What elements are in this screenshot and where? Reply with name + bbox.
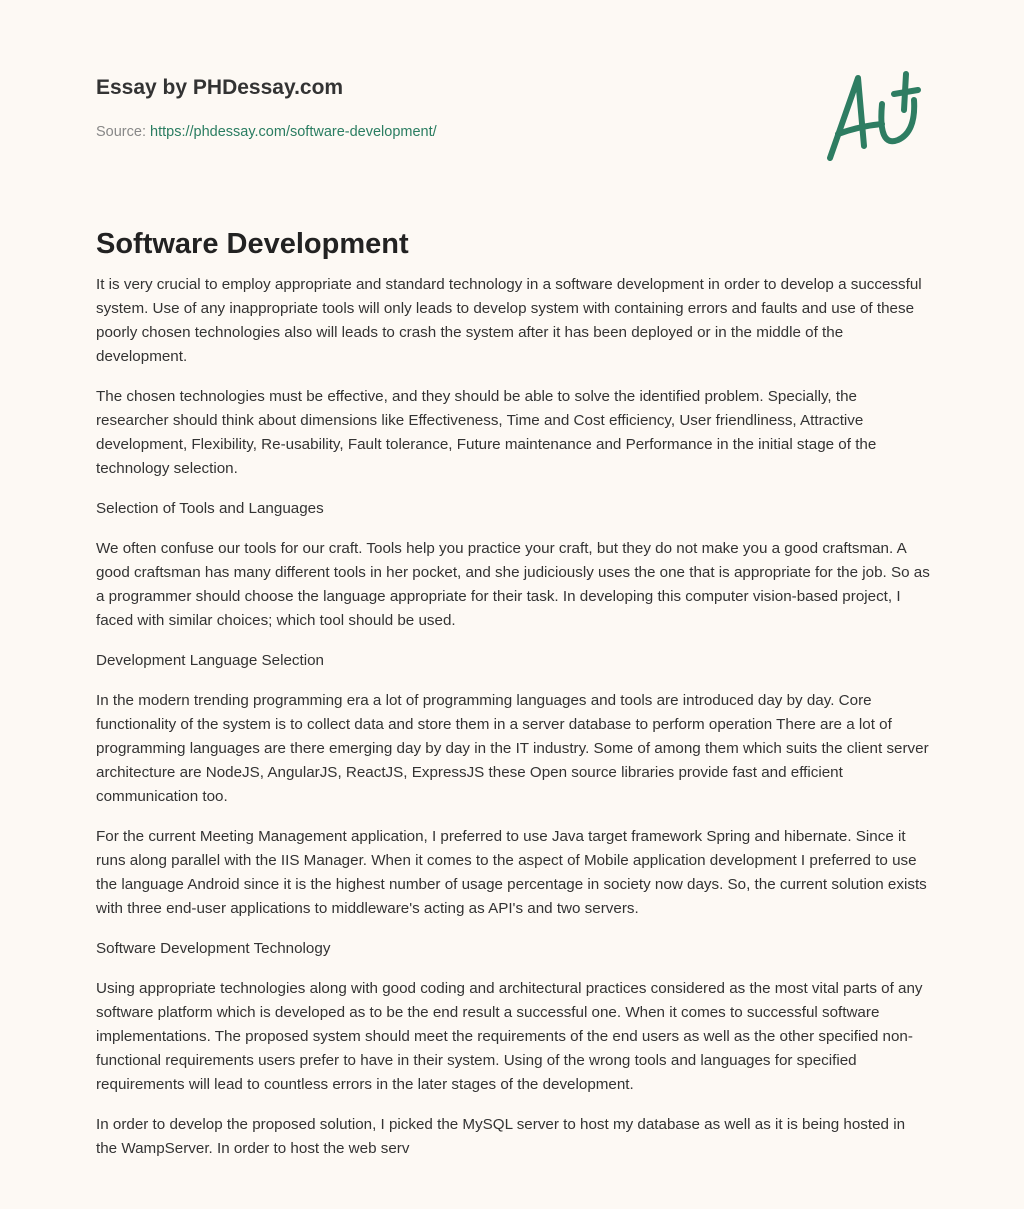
brand-title: Essay by PHDessay.com: [96, 76, 344, 99]
paragraph: We often confuse our tools for our craft. Tools help you practice your craft, but they do not make you a good craftsman. A good craftsman has many different tools in her pocket, and she judiciously uses the one that is appropriate for the job. So as a programmer should choose the language appropriate for their task. In developing this computer vision-based project, I faced with similar choices; which tool should be used.: [96, 540, 930, 629]
source-label: Source:: [96, 124, 146, 140]
paragraph: Using appropriate technologies along with good coding and architectural practices considered as the most vital parts of any software platform which is developed as to be the end result a successful one. When it comes to successful software implementations. The proposed system should meet the requirements of the end users as well as the other specified non-functional requirements users prefer to have in their system. Using of the wrong tools and languages for specified requirements will lead to countless errors in the later stages of the development.: [96, 980, 923, 1093]
paragraph: In the modern trending programming era a lot of programming languages and tools are introduced day by day. Core functionality of the system is to collect data and store them in a server database to perform operation There are a lot of programming languages are there emerging day by day in the IT industry. Some of among them which suits the client server architecture are NodeJS, AngularJS, ReactJS, ExpressJS these Open source libraries provide fast and efficient communication too.: [96, 692, 929, 805]
source-line: [96, 124, 437, 140]
article-title: Software Development: [96, 228, 409, 260]
paragraph: The chosen technologies must be effective, and they should be able to solve the identified problem. Specially, the researcher should think about dimensions like Effectiveness, Time and Cost efficiency, User friendliness, Attractive development, Flexibility, Re-usability, Fault tolerance, Future maintenance and Performance in the initial stage of the technology selection.: [96, 388, 877, 477]
paragraph: It is very crucial to employ appropriate and standard technology in a software development in order to develop a successful system. Use of any inappropriate tools will only leads to develop system with containing errors and faults and use of these poorly chosen technologies also will leads to crash the system after it has been deployed or in the middle of the development.: [96, 276, 922, 365]
a-plus-logo-icon: [820, 66, 930, 166]
site-header: [96, 76, 343, 100]
source-link[interactable]: https://phdessay.com/software-development/: [150, 124, 437, 140]
article-body-text: [96, 273, 930, 1177]
section-heading: Selection of Tools and Languages: [96, 500, 324, 517]
section-heading: Software Development Technology: [96, 940, 331, 957]
paragraph: In order to develop the proposed solution, I picked the MySQL server to host my database as well as it is being hosted in the WampServer. In order to host the web serv: [96, 1116, 906, 1157]
section-heading: Development Language Selection: [96, 652, 324, 669]
paragraph: For the current Meeting Management application, I preferred to use Java target framework Spring and hibernate. Since it runs along parallel with the IIS Manager. When it comes to the aspect of Mobile application development I preferred to use the language Android since it is the highest number of usage percentage in society now days. So, the current solution exists with three end-user applications to middleware's acting as API's and two servers.: [96, 828, 927, 917]
